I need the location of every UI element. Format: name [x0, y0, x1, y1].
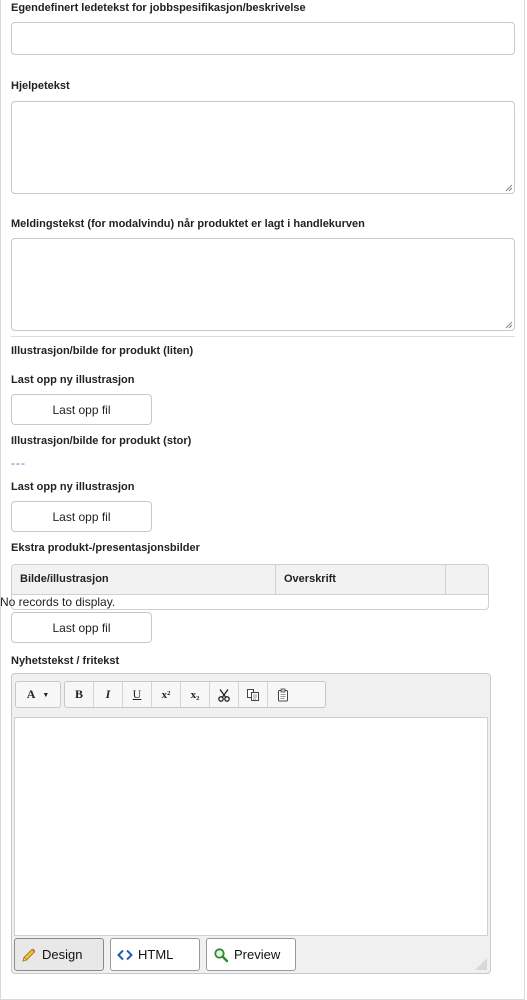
- scissors-icon: [217, 688, 231, 702]
- upload-small-image-button[interactable]: Last opp fil: [11, 394, 152, 425]
- large-image-heading: Illustrasjon/bilde for produkt (stor): [11, 435, 192, 447]
- resize-grip-icon[interactable]: [505, 184, 513, 192]
- preview-mode-label: Preview: [234, 947, 281, 962]
- clipboard-icon: [276, 688, 290, 702]
- custom-label-input[interactable]: [11, 22, 515, 55]
- upload-large-image-button[interactable]: Last opp fil: [11, 501, 152, 532]
- small-image-heading: Illustrasjon/bilde for produkt (liten): [11, 345, 194, 357]
- custom-label-heading: Egendefinert ledetekst for jobbspesifikasjon/beskrivelse: [11, 2, 306, 14]
- pencil-icon: [21, 947, 37, 963]
- modal-message-textarea[interactable]: [11, 238, 515, 331]
- help-text-wrapper: [11, 101, 515, 194]
- news-text-heading: Nyhetstekst / fritekst: [11, 655, 120, 667]
- copy-button[interactable]: [239, 682, 268, 707]
- font-size-dropdown[interactable]: [15, 681, 61, 708]
- rich-text-editor: [11, 673, 491, 974]
- help-text-textarea[interactable]: [11, 101, 515, 194]
- resize-handle-icon[interactable]: [475, 958, 487, 970]
- modal-message-heading: Meldingstekst (for modalvindu) når produktet er lagt i handlekurven: [11, 218, 365, 230]
- help-text-heading: Hjelpetekst: [11, 80, 70, 92]
- cut-button[interactable]: [210, 682, 239, 707]
- bold-button[interactable]: B: [65, 682, 94, 707]
- resize-grip-icon[interactable]: [505, 321, 513, 329]
- underline-button[interactable]: U: [123, 682, 152, 707]
- paste-button[interactable]: [268, 682, 297, 707]
- grid-header: [12, 565, 488, 595]
- upload-new-small-heading: Last opp ny illustrasjon: [11, 374, 135, 386]
- design-mode-button[interactable]: [14, 938, 104, 971]
- modal-message-wrapper: [11, 238, 515, 331]
- superscript-button[interactable]: x²: [152, 682, 181, 707]
- editor-content-area[interactable]: [14, 717, 488, 936]
- design-mode-label: Design: [42, 947, 83, 962]
- section-divider: [11, 336, 515, 337]
- upload-extra-image-button[interactable]: Last opp fil: [11, 612, 152, 643]
- chevron-down-icon: ▼: [42, 690, 50, 699]
- subscript-button[interactable]: x₂: [181, 682, 210, 707]
- html-mode-button[interactable]: [110, 938, 200, 971]
- large-image-link[interactable]: ---: [11, 456, 26, 470]
- formatting-toolbar: [64, 681, 326, 708]
- italic-button[interactable]: I: [94, 682, 123, 707]
- no-records-message: No records to display.: [0, 595, 116, 609]
- upload-new-large-heading: Last opp ny illustrasjon: [11, 481, 135, 493]
- column-header-title[interactable]: Overskrift: [284, 573, 336, 585]
- column-header-image[interactable]: Bilde/illustrasjon: [20, 573, 109, 585]
- code-icon: [117, 947, 133, 963]
- html-mode-label: HTML: [138, 947, 174, 962]
- copy-icon: [246, 688, 260, 702]
- column-separator: [445, 565, 446, 594]
- font-size-icon: A: [26, 687, 36, 701]
- preview-mode-button[interactable]: [206, 938, 296, 971]
- magnifier-icon: [213, 947, 229, 963]
- extra-images-heading: Ekstra produkt-/presentasjonsbilder: [11, 542, 200, 554]
